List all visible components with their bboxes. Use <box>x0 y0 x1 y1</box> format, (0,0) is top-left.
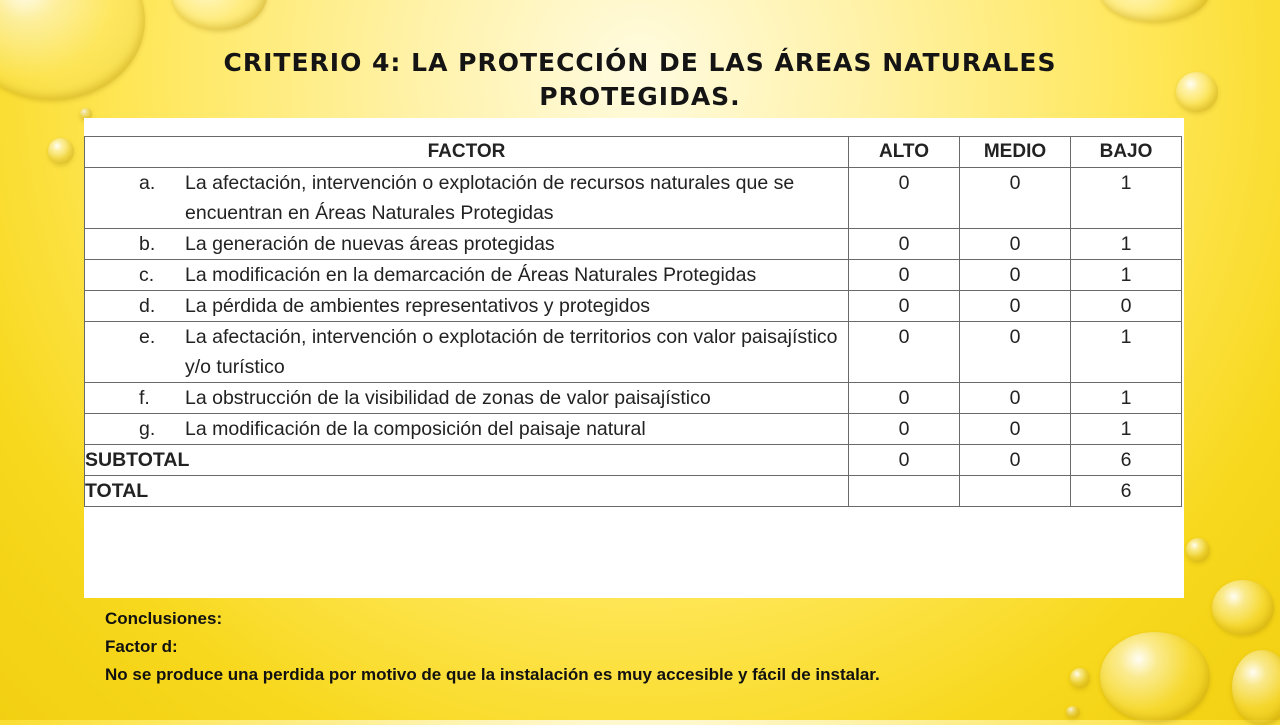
factor-cell <box>85 322 849 383</box>
factor-text: La modificación en la demarcación de Áreas Naturales Protegidas <box>185 264 757 286</box>
alto-value: 0 <box>849 414 960 445</box>
factor-table-panel <box>84 118 1184 598</box>
droplet-decoration <box>172 0 267 30</box>
factor-cell <box>85 414 849 445</box>
droplet-decoration <box>48 138 74 164</box>
table-row <box>85 260 1182 291</box>
factor-text: La modificación de la composición del paisaje natural <box>185 418 646 440</box>
droplet-decoration <box>1100 632 1210 722</box>
subtotal-bajo: 6 <box>1071 445 1182 476</box>
table-row <box>85 229 1182 260</box>
droplet-decoration <box>1232 650 1280 725</box>
factor-letter: d. <box>139 295 156 317</box>
subtotal-alto: 0 <box>849 445 960 476</box>
medio-value: 0 <box>960 383 1071 414</box>
total-bajo: 6 <box>1071 476 1182 507</box>
slide-title: CRITERIO 4: LA PROTECCIÓN DE LAS ÁREAS NATURALES PROTEGIDAS. <box>223 48 1057 111</box>
table-row <box>85 414 1182 445</box>
total-row <box>85 476 1182 507</box>
droplet-decoration <box>0 0 145 100</box>
factor-cell <box>85 260 849 291</box>
factor-text: La obstrucción de la visibilidad de zonas de valor paisajístico <box>185 387 711 409</box>
factor-cell <box>85 229 849 260</box>
bajo-value: 1 <box>1071 260 1182 291</box>
factor-cell <box>85 383 849 414</box>
medio-value: 0 <box>960 322 1071 383</box>
factor-text: La afectación, intervención o explotación de recursos naturales que se encuentran en Áreas Naturales Protegidas <box>185 172 795 224</box>
alto-value: 0 <box>849 229 960 260</box>
total-alto <box>849 476 960 507</box>
alto-value: 0 <box>849 260 960 291</box>
header-factor: FACTOR <box>85 137 849 168</box>
header-alto: ALTO <box>849 137 960 168</box>
factor-text: La afectación, intervención o explotación de territorios con valor paisajístico y/o turístico <box>185 326 838 378</box>
table-row <box>85 383 1182 414</box>
alto-value: 0 <box>849 322 960 383</box>
droplet-decoration <box>1212 580 1274 635</box>
bajo-value: 1 <box>1071 229 1182 260</box>
conclusions-text: No se produce una perdida por motivo de que la instalación es muy accesible y fácil de instalar. <box>105 665 880 684</box>
alto-value: 0 <box>849 168 960 229</box>
subtotal-label: SUBTOTAL <box>85 445 849 476</box>
bajo-value: 1 <box>1071 168 1182 229</box>
factor-letter: a. <box>139 172 156 194</box>
total-medio <box>960 476 1071 507</box>
subtotal-row <box>85 445 1182 476</box>
table-row <box>85 168 1182 229</box>
medio-value: 0 <box>960 229 1071 260</box>
alto-value: 0 <box>849 383 960 414</box>
table-header-row <box>85 137 1182 168</box>
factor-table <box>84 136 1182 507</box>
alto-value: 0 <box>849 291 960 322</box>
medio-value: 0 <box>960 168 1071 229</box>
header-medio: MEDIO <box>960 137 1071 168</box>
factor-letter: e. <box>139 326 156 348</box>
factor-letter: b. <box>139 233 156 255</box>
factor-cell <box>85 168 849 229</box>
bajo-value: 1 <box>1071 322 1182 383</box>
droplet-decoration <box>1100 0 1210 22</box>
droplet-decoration <box>1186 538 1210 562</box>
conclusions-block <box>105 605 1105 689</box>
factor-cell <box>85 291 849 322</box>
factor-text: La pérdida de ambientes representativos y protegidos <box>185 295 651 317</box>
header-bajo: BAJO <box>1071 137 1182 168</box>
subtotal-medio: 0 <box>960 445 1071 476</box>
total-label: TOTAL <box>85 476 849 507</box>
bajo-value: 1 <box>1071 383 1182 414</box>
factor-letter: f. <box>139 387 150 409</box>
table-row <box>85 322 1182 383</box>
conclusions-heading: Conclusiones: <box>105 609 223 628</box>
medio-value: 0 <box>960 291 1071 322</box>
table-row <box>85 291 1182 322</box>
droplet-decoration <box>1066 706 1080 718</box>
factor-letter: g. <box>139 418 156 440</box>
factor-letter: c. <box>139 264 155 286</box>
bajo-value: 1 <box>1071 414 1182 445</box>
conclusions-factor: Factor d: <box>105 637 178 656</box>
medio-value: 0 <box>960 414 1071 445</box>
bajo-value: 0 <box>1071 291 1182 322</box>
droplet-decoration <box>1176 72 1218 112</box>
factor-text: La generación de nuevas áreas protegidas <box>185 233 555 255</box>
medio-value: 0 <box>960 260 1071 291</box>
